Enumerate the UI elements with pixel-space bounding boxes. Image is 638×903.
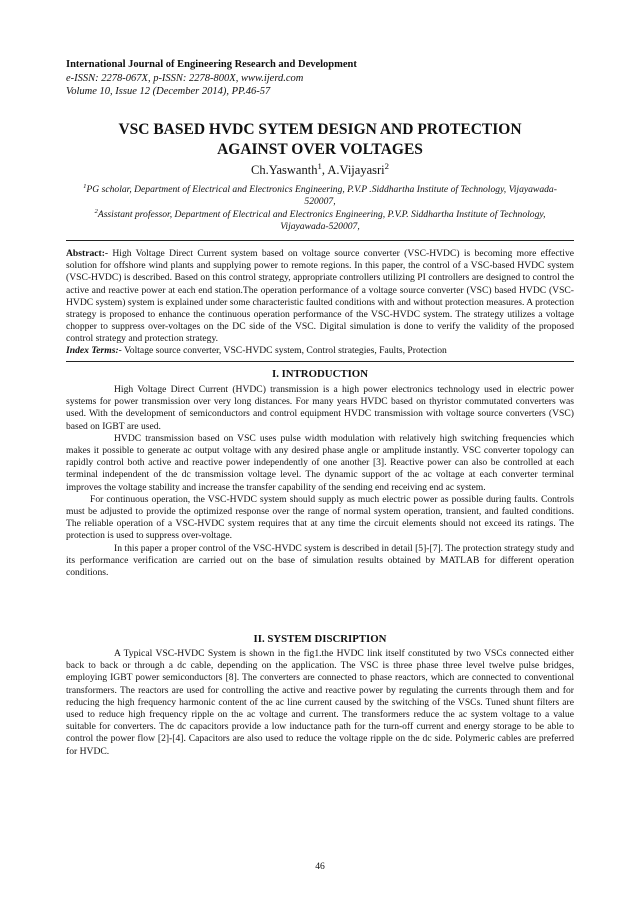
bottom-divider: [66, 361, 574, 362]
section-1-heading: I. INTRODUCTION: [272, 368, 368, 380]
index-terms: [66, 345, 574, 357]
affiliation-2-text: Assistant professor, Department of Electrical and Electronics Engineering, P.V.P. Siddhartha Institute of Technology, Vijayawada-520007,: [97, 209, 546, 232]
author-list: [66, 160, 574, 178]
author-separator: ,: [321, 163, 328, 177]
affiliation-2: [72, 209, 568, 232]
page-number: 46: [315, 861, 325, 872]
section-1-body: [66, 384, 574, 579]
index-terms-text: Voltage source converter, VSC-HVDC system, Control strategies, Faults, Protection: [121, 345, 447, 356]
author-1-affiliation-mark: 1: [317, 160, 322, 171]
top-divider: [66, 240, 574, 241]
abstract: [66, 248, 574, 346]
title-line-1: VSC BASED HVDC SYTEM DESIGN AND PROTECTION: [118, 121, 522, 138]
section-2-heading: II. SYSTEM DISCRIPTION: [253, 633, 387, 645]
paragraph: A Typical VSC-HVDC System is shown in the fig1.the HVDC link itself constituted by two VSCs connected either back to back or through a dc cable, depending on the application. The VSC is three phase three level twelve pulse bridges, employing IGBT power semiconductors [8]. The converters are connected to phase reactors, which are connected to conventional transformers. The reactors are used for controlling the active and reactive power by regulating the currents through them and for reducing the high frequency harmonic content of the ac line current caused by the switching of the VSCs. Tuned shunt filters are used to reduce high frequency ripple on the ac voltage and current. The transformers reduce the ac system voltage to a value suitable for converters. The dc capacitors provide a low inductance path for the turn-off current and energy storage to be able to control the power flow [2]-[4]. Capacitors are also used to reduce the voltage ripple on the dc side. Polymeric cables are preferred for HVDC.: [66, 648, 574, 757]
affiliation-1: [72, 184, 568, 207]
journal-name: International Journal of Engineering Research and Development: [66, 59, 357, 70]
index-terms-label: Index Terms:-: [66, 345, 122, 356]
journal-volume: Volume 10, Issue 12 (December 2014), PP.46-57: [66, 86, 271, 97]
affiliation-1-text: PG scholar, Department of Electrical and Electronics Engineering, P.V.P .Siddhartha Institute of Technology, Vijayawada-520007,: [86, 184, 557, 207]
paragraph: High Voltage Direct Current (HVDC) transmission is a high power electronics technology used in electric power systems for power transmission over very long distances. For many years HVDC based on thyristor commutated converters was used. With the development of semiconductors and control equipment HVDC transmission with voltage source converters (VSC) based on IGBT are used.: [66, 384, 574, 432]
section-2-body: [66, 648, 574, 758]
title-line-2: AGAINST OVER VOLTAGES: [217, 141, 423, 158]
paragraph: HVDC transmission based on VSC uses pulse width modulation with relatively high switching frequencies which makes it possible to generate ac output voltage with any desired phase angle or amplitude instantly. VSC converter topology can rapidly control both active and reactive power independently of one another [3]. Reactive power can also be controlled at each terminal independent of the dc transmission voltage level. The dynamic support of the ac voltage at each converter terminal improves the voltage stability and increase the transfer capability of the sending end receiving end ac system.: [66, 432, 574, 493]
journal-header: [66, 58, 357, 99]
author-1: Ch.Yaswanth: [251, 163, 318, 177]
paragraph: In this paper a proper control of the VSC-HVDC system is described in detail [5]-[7]. The protection strategy study and its performance verification are carried out on the base of simulation results obtained by MATLAB for different operation conditions.: [66, 542, 574, 579]
paragraph: For continuous operation, the VSC-HVDC system should supply as much electric power as possible during faults. Controls must be adjusted to provide the optimized response over the range of normal system operation, transient, and faulted conditions. The reliable operation of a VSC-HVDC system requires that at any time the circuit elements should not exceed its ratings. The protection is used to suppress over-voltage.: [66, 493, 574, 542]
abstract-text: High Voltage Direct Current system based on voltage source converter (VSC-HVDC) is becoming more effective solution for offshore wind plants and supplying power to remote regions. In this paper, the control of a VSC-based HVDC system (VSC-HVDC) is described. Based on this control strategy, appropriate controllers utilizing PI controllers are designed to control the active and reactive power at each end station.The operation performance of a voltage source converter (VSC) based HVDC (VSC-HVDC system) system is explained under some characteristic faulted conditions with and without protection measures. A protection strategy is proposed to enhance the continuous operation performance of the VSC-HVDC system. The strategy utilizes a voltage chopper to suppress over-voltages on the DC side of the VSC. Digital simulation is done to verify the validity of the proposed control strategy and protection strategy.: [66, 248, 574, 345]
affiliation-1-mark: 1: [83, 182, 87, 190]
abstract-label: Abstract:-: [66, 248, 109, 259]
paper-title: [66, 120, 574, 160]
affiliation-2-mark: 2: [94, 207, 98, 215]
journal-issn: e-ISSN: 2278-067X, p-ISSN: 2278-800X, www.ijerd.com: [66, 72, 304, 84]
author-2-affiliation-mark: 2: [384, 160, 389, 171]
author-2: A.Vijayasri: [327, 163, 385, 177]
